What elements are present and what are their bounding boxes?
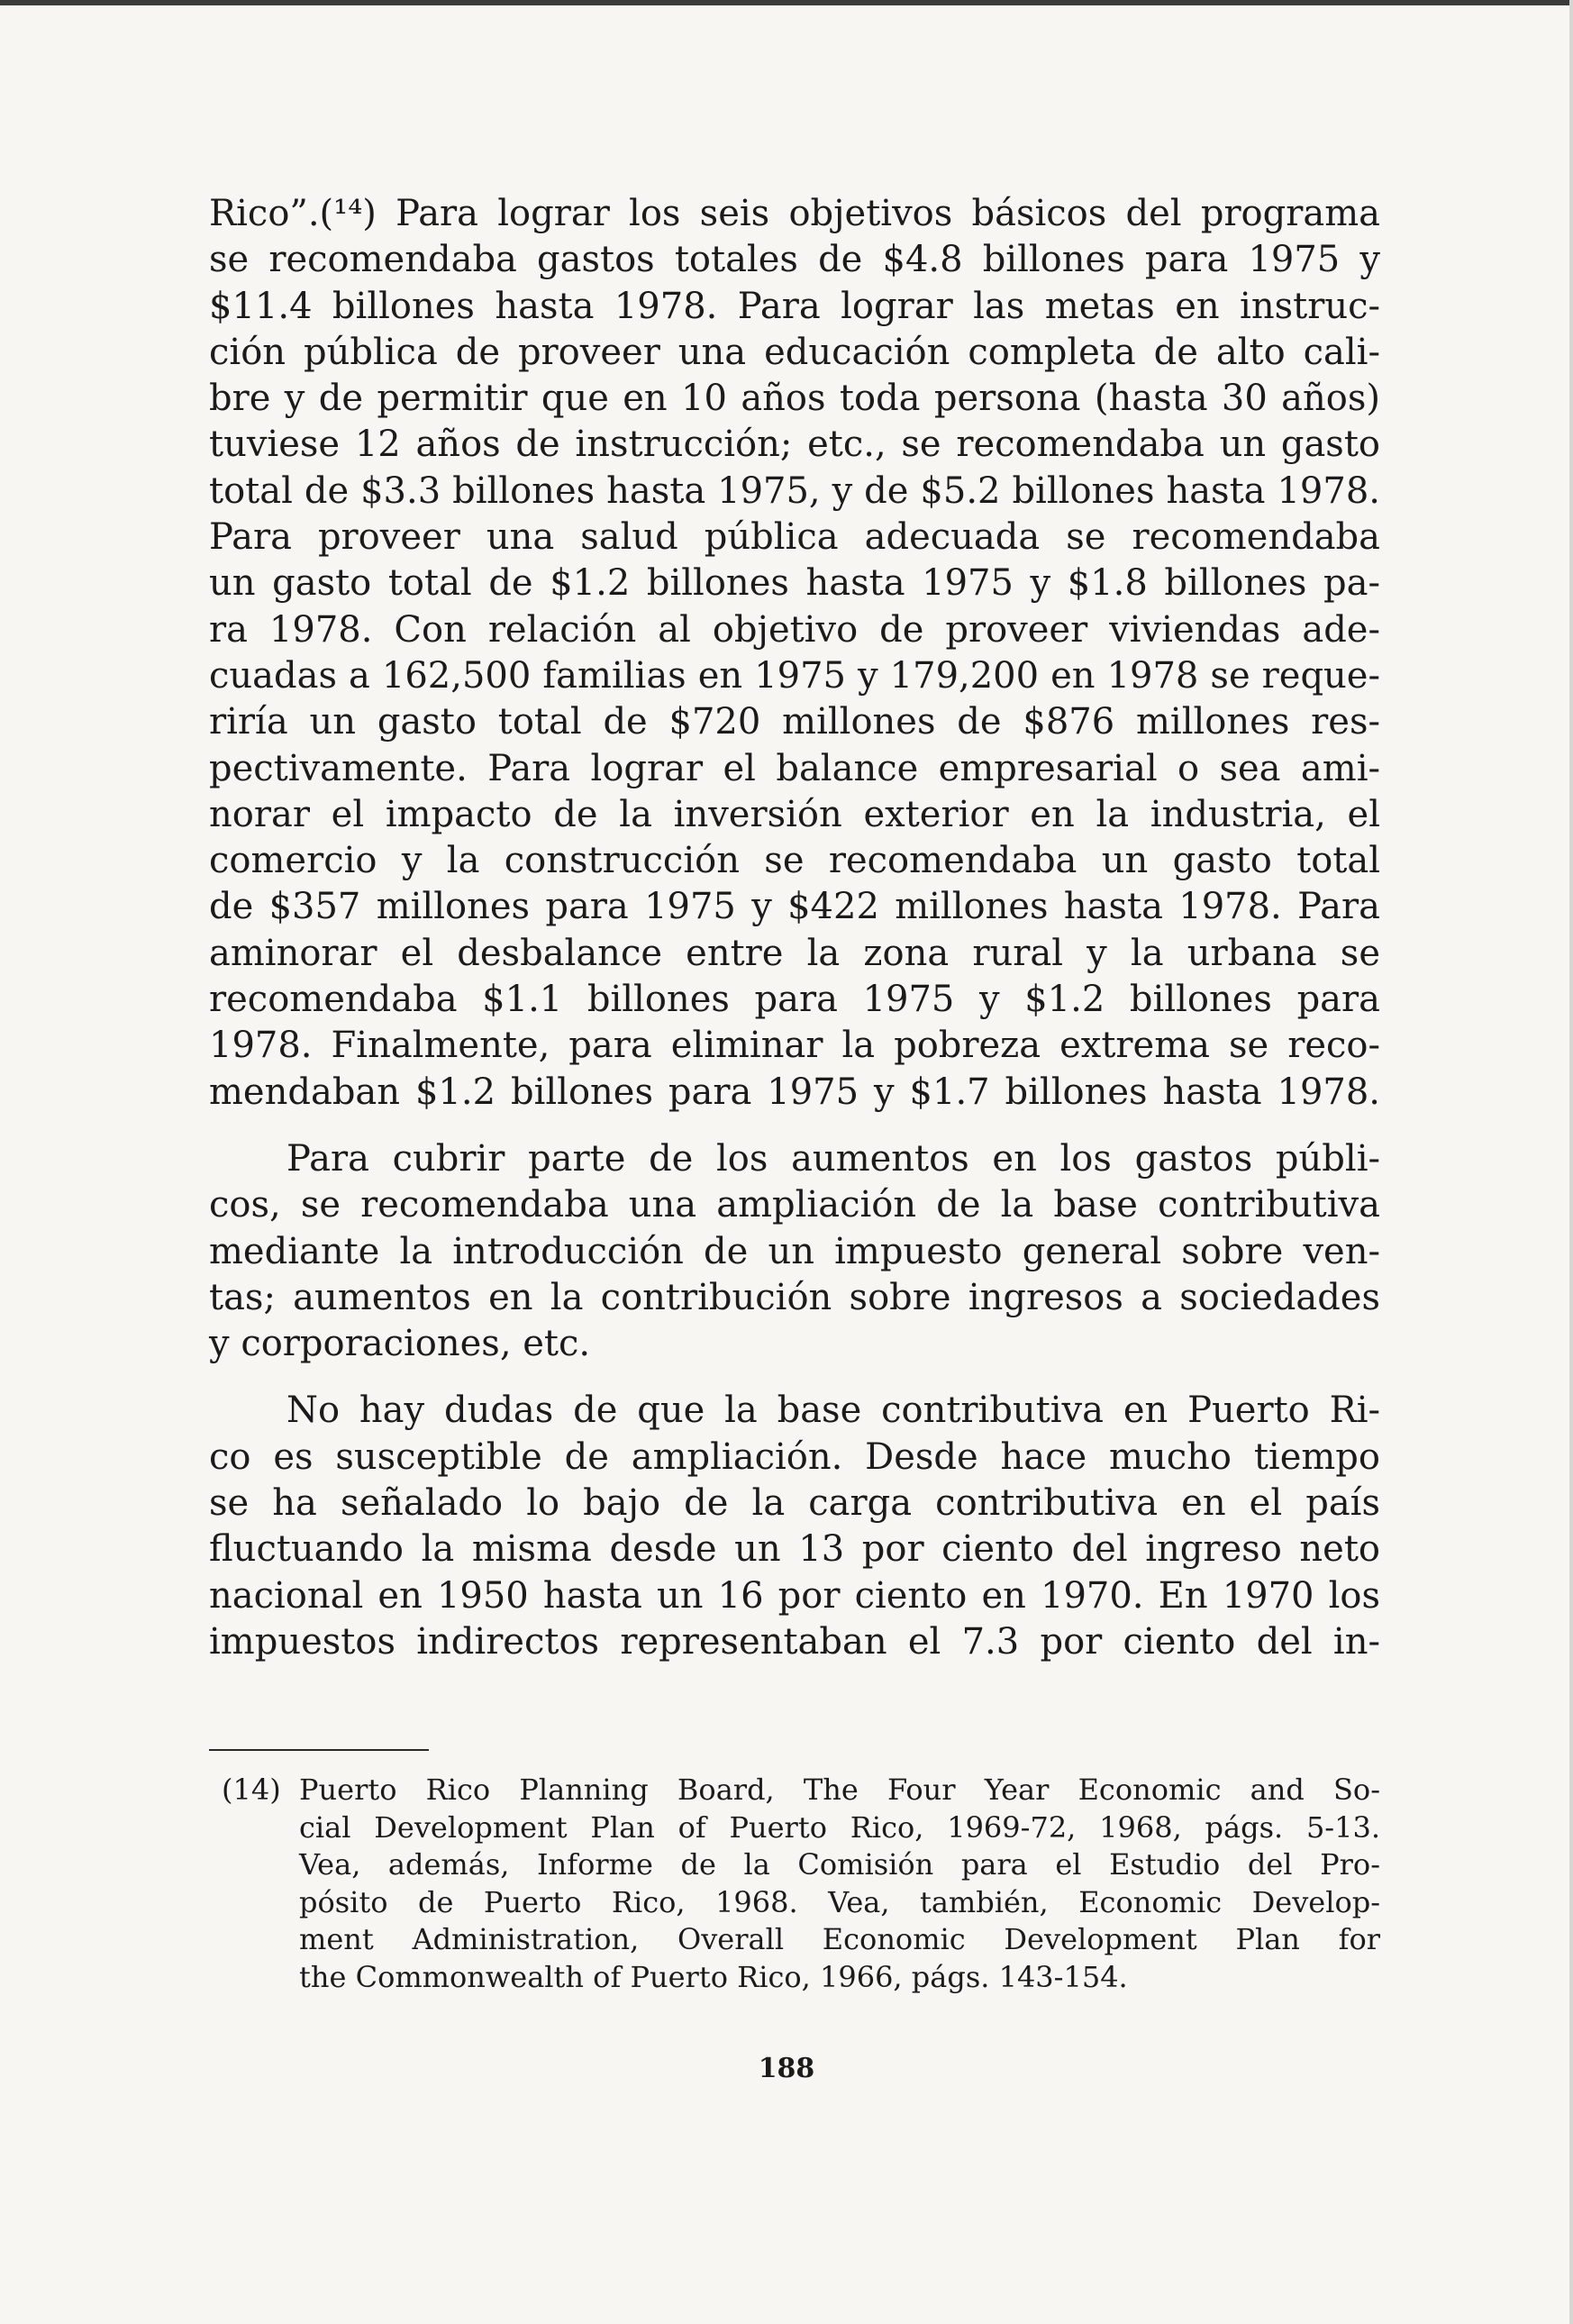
text-line: impuestos indirectos representaban el 7.3 por ciento del in- bbox=[209, 1620, 1380, 1663]
text-line: tuviese 12 años de instrucción; etc., se recomendaba un gasto bbox=[209, 424, 1380, 466]
paragraph bbox=[209, 191, 1380, 1116]
text-line: mendaban $1.2 billones para 1975 y $1.7 billones hasta 1978. bbox=[209, 1071, 1380, 1113]
body-text bbox=[209, 191, 1380, 1665]
text-line: cos, se recomendaba una ampliación de la base contributiva bbox=[209, 1184, 1380, 1226]
footnote-line bbox=[222, 1772, 1380, 1809]
text-line: ción pública de proveer una educación completa de alto cali- bbox=[209, 331, 1380, 373]
text-line: No hay dudas de que la base contributiva en Puerto Ri- bbox=[286, 1390, 1380, 1432]
text-line: co es susceptible de ampliación. Desde hace mucho tiempo bbox=[209, 1435, 1380, 1478]
text-line: fluctuando la misma desde un 13 por ciento del ingreso neto bbox=[209, 1528, 1380, 1571]
text-line: un gasto total de $1.2 billones hasta 1975 y $1.8 billones pa- bbox=[209, 562, 1380, 605]
text-line: se ha señalado lo bajo de la carga contributiva en el país bbox=[209, 1482, 1380, 1525]
text-line: Rico”.(¹⁴) Para lograr los seis objetivos básicos del programa bbox=[209, 193, 1380, 234]
text-line: recomendaba $1.1 billones para 1975 y $1.2 billones para bbox=[209, 979, 1380, 1021]
text-line: tas; aumentos en la contribución sobre ingresos a sociedades bbox=[209, 1276, 1380, 1318]
text-line: y corporaciones, etc. bbox=[209, 1323, 591, 1365]
text-line: Para proveer una salud pública adecuada se recomendaba bbox=[209, 516, 1380, 559]
text-line: ra 1978. Con relación al objetivo de proveer viviendas ade- bbox=[209, 608, 1380, 651]
text-line: 1978. Finalmente, para eliminar la pobreza extrema se reco- bbox=[209, 1025, 1380, 1067]
footnote-line: pósito de Puerto Rico, 1968. Vea, también, Economic Develop- bbox=[299, 1884, 1380, 1919]
text-line: Para cubrir parte de los aumentos en los gastos públi- bbox=[286, 1137, 1380, 1180]
text-line: $11.4 billones hasta 1978. Para lograr las metas en instruc- bbox=[209, 285, 1380, 327]
footnote bbox=[222, 1772, 1380, 1996]
page-number: 188 bbox=[758, 2053, 815, 2084]
footnote-line: ment Administration, Overall Economic Development Plan for bbox=[299, 1922, 1380, 1956]
footnote-rule bbox=[209, 1749, 429, 1751]
text-line: nacional en 1950 hasta un 16 por ciento en 1970. En 1970 los bbox=[209, 1574, 1380, 1617]
paragraph-gap bbox=[209, 1116, 1380, 1136]
text-line: comercio y la construcción se recomendaba un gasto total bbox=[209, 840, 1380, 882]
paragraph bbox=[209, 1136, 1380, 1367]
text-line: bre y de permitir que en 10 años toda persona (hasta 30 años) bbox=[209, 378, 1380, 420]
text-line: mediante la introducción de un impuesto general sobre ven- bbox=[209, 1230, 1380, 1272]
footnote-text: Puerto Rico Planning Board, The Four Year Economic and So- bbox=[299, 1773, 1380, 1807]
footnote-marker: (14) bbox=[222, 1773, 281, 1807]
footnote-line: the Commonwealth of Puerto Rico, 1966, págs. 143-154. bbox=[299, 1959, 1128, 1994]
footnote-line: cial Development Plan of Puerto Rico, 1969-72, 1968, págs. 5-13. bbox=[299, 1809, 1380, 1845]
text-line: de $357 millones para 1975 y $422 millones hasta 1978. Para bbox=[209, 886, 1380, 928]
page-top-edge bbox=[0, 0, 1573, 5]
text-line: se recomendaba gastos totales de $4.8 billones para 1975 y bbox=[209, 239, 1380, 281]
paragraph-gap bbox=[209, 1367, 1380, 1388]
text-line: aminorar el desbalance entre la zona rural y la urbana se bbox=[209, 932, 1380, 974]
text-line: cuadas a 162,500 familias en 1975 y 179,200 en 1978 se reque- bbox=[209, 654, 1380, 697]
text-line: riría un gasto total de $720 millones de $876 millones res- bbox=[209, 701, 1380, 743]
page-right-edge bbox=[1569, 0, 1573, 2324]
footnote-line: Vea, además, Informe de la Comisión para el Estudio del Pro- bbox=[299, 1847, 1380, 1882]
text-line: norar el impacto de la inversión exterior en la industria, el bbox=[209, 793, 1380, 835]
text-line: pectivamente. Para lograr el balance empresarial o sea ami- bbox=[209, 747, 1380, 789]
text-line: total de $3.3 billones hasta 1975, y de $5.2 billones hasta 1978. bbox=[209, 469, 1380, 512]
paragraph bbox=[209, 1388, 1380, 1665]
